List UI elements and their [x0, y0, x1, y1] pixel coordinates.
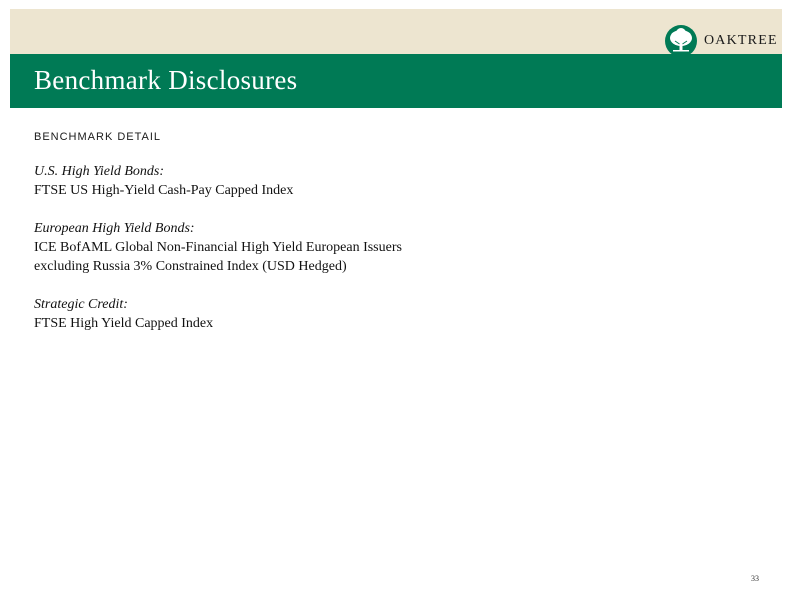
- oaktree-logo: [664, 25, 778, 57]
- page-title: Benchmark Disclosures: [34, 65, 298, 95]
- title-band: [10, 54, 782, 108]
- page-number: 33: [751, 574, 759, 583]
- benchmark-label: U.S. High Yield Bonds:: [34, 164, 165, 179]
- logo-text: OAKTREE: [704, 33, 778, 48]
- benchmark-item-strategic-credit: [34, 295, 734, 333]
- benchmark-item-us-high-yield: [34, 162, 734, 200]
- section-heading: BENCHMARK DETAIL: [34, 131, 162, 143]
- header-band: [10, 9, 782, 54]
- benchmark-value: excluding Russia 3% Constrained Index (USD Hedged): [34, 259, 347, 274]
- benchmark-label: European High Yield Bonds:: [34, 221, 195, 236]
- content-area: [34, 130, 734, 352]
- benchmark-item-european-high-yield: [34, 219, 734, 276]
- benchmark-value: ICE BofAML Global Non-Financial High Yield European Issuers: [34, 240, 402, 255]
- benchmark-value: FTSE High Yield Capped Index: [34, 316, 214, 331]
- oak-tree-icon: [664, 24, 698, 58]
- benchmark-label: Strategic Credit:: [34, 297, 128, 312]
- benchmark-value: FTSE US High-Yield Cash-Pay Capped Index: [34, 183, 294, 198]
